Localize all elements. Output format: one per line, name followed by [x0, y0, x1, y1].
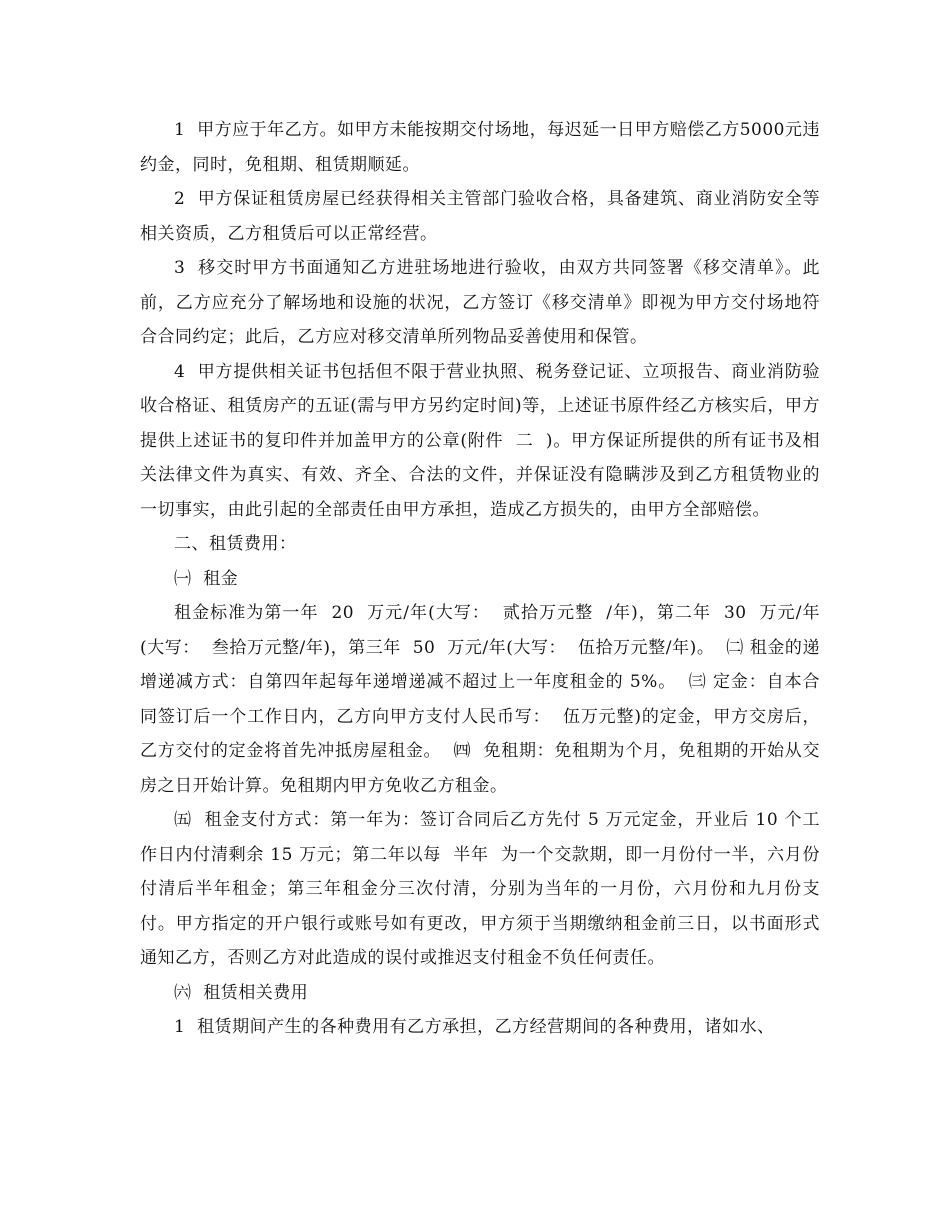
- clause-1-delivery-date: 1 甲方应于年乙方。如甲方未能按期交付场地，每迟延一日甲方赔偿乙方5000元违约金，同时，免租期、租赁期顺延。: [140, 120, 820, 175]
- clause-3-handover-list: 3 移交时甲方书面通知乙方进驻场地进行验收，由双方共同签署《移交清单》。此前，乙方应充分了解场地和设施的状况，乙方签订《移交清单》即视为甲方交付场地符合合同约定；此后，乙方应对移交清单所列物品妥善使用和保管。: [140, 258, 820, 347]
- rent-standard-paragraph: 租金标准为第一年 20 万元/年(大写： 贰拾万元整 /年)，第二年 30 万元/年(大写： 叁拾万元整/年)，第三年 50 万元/年(大写： 伍拾万元整/年)。 ㈡ 租金的递增递减方式：自第四年起每年递增递减不超过上一年度租金的 5%。 ㈢ 定金：自本合同签订后一个工作日内，乙方向甲方支付人民币写： 伍万元整)的定金，甲方交房后，乙方交付的定金将首先冲抵房屋租金。 ㈣ 免租期：免租期为个月，免租期的开始从交房之日开始计算。免租期内甲方免收乙方租金。: [140, 603, 820, 796]
- section-heading-rental-fees: 二、租赁费用：: [174, 534, 297, 554]
- subsection-rent: ㈠ 租金: [174, 568, 239, 589]
- clause-4-certificates: 4 甲方提供相关证书包括但不限于营业执照、税务登记证、立项报告、商业消防验收合格证、租赁房产的五证(需与甲方另约定时间)等，上述证书原件经乙方核实后，甲方提供上述证书的复印件并加盖甲方的公章(附件 二 )。甲方保证所提供的所有证书及相关法律文件为真实、有效、齐全、合法的文件，并保证没有隐瞒涉及到乙方租赁物业的一切事实，由此引起的全部责任由甲方承担，造成乙方损失的，由甲方全部赔偿。: [140, 361, 820, 520]
- subsection-related-fees: ㈥ 租赁相关费用: [174, 982, 309, 1003]
- rent-payment-method-paragraph: ㈤ 租金支付方式：第一年为：签订合同后乙方先付 5 万元定金，开业后 10 个工作日内付清剩余 15 万元；第二年以每 半年 为一个交款期，即一月份付一半，六月份付清后半年租金；第三年租金分三次付清，分别为当年的一月份，六月份和九月份支付。甲方指定的开户银行或账号如有更改，甲方须于当期缴纳租金前三日，以书面形式通知乙方，否则乙方对此造成的误付或推迟支付租金不负任何责任。: [140, 810, 820, 968]
- clause-2-acceptance-guarantee: 2 甲方保证租赁房屋已经获得相关主管部门验收合格，具备建筑、商业消防安全等相关资质，乙方租赁后可以正常经营。: [140, 189, 820, 244]
- document-body: [140, 113, 820, 1045]
- related-fees-clause-1: 1 租赁期间产生的各种费用有乙方承担，乙方经营期间的各种费用，诸如水、: [174, 1017, 775, 1037]
